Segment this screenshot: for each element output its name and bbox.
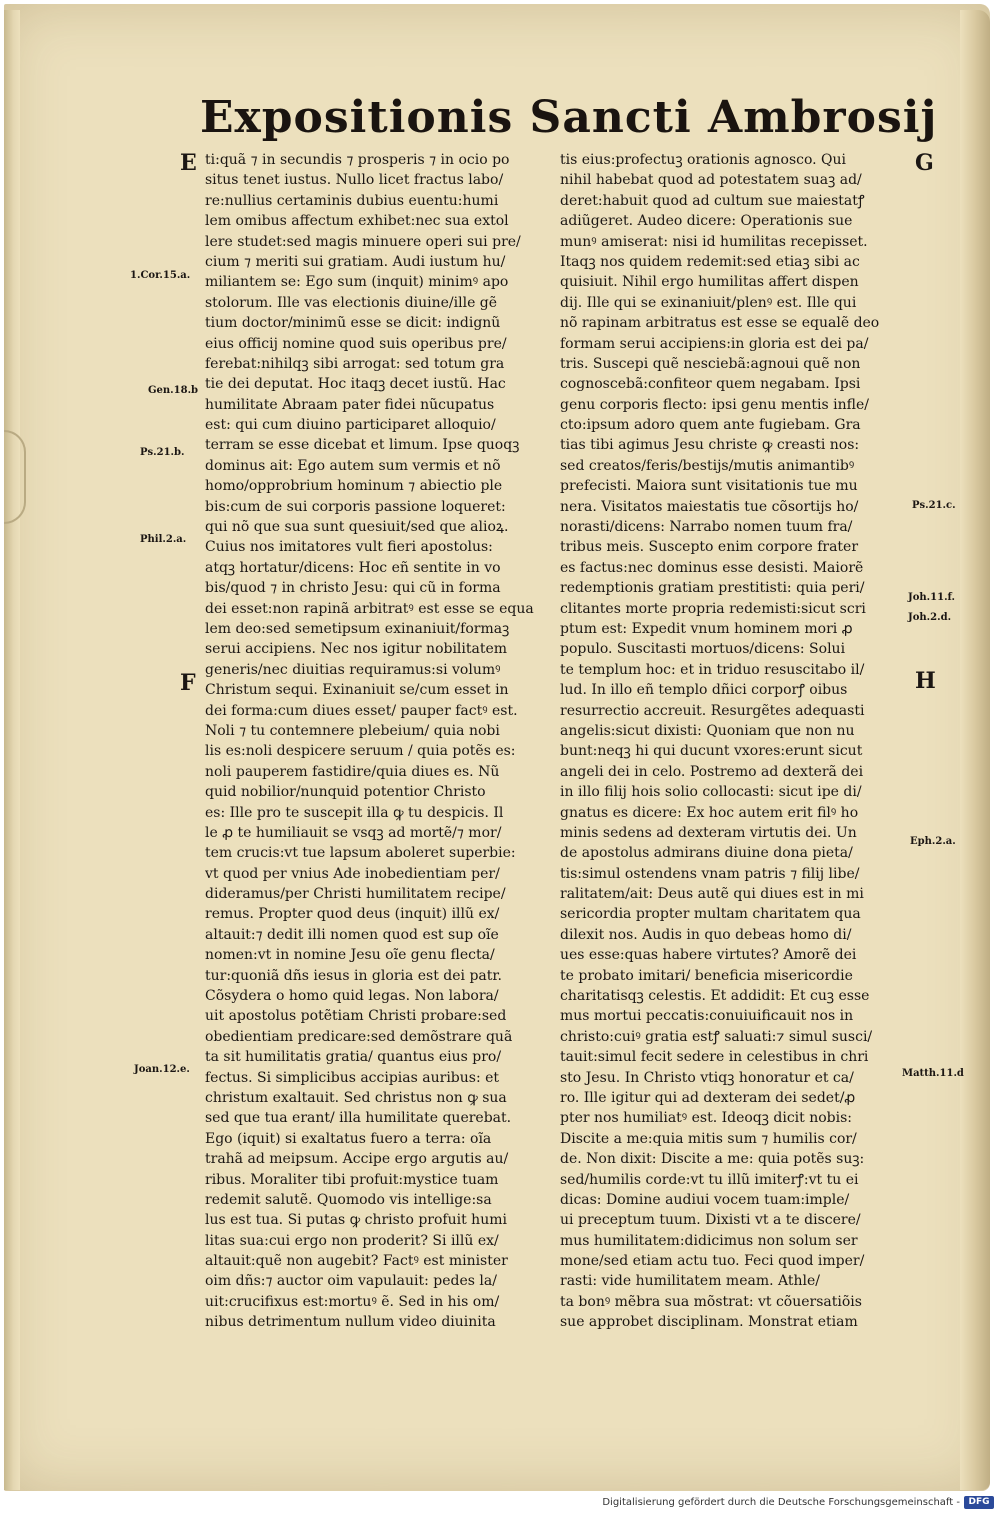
right-column-line: sed/humilis corde:vt tu illũ imiterꝭ:vt tu ei <box>560 1171 859 1188</box>
right-column-line: mus mortui peccatis:conuiuificauit nos in <box>560 1008 854 1025</box>
running-title: Expositionis Sancti Ambrosij <box>200 92 938 143</box>
left-column-line: es: Ille pro te suscepit illa ꝙ tu despicis. Il <box>205 804 504 821</box>
right-column-line: rasti: vide humilitatem meam. Athle/ <box>560 1273 820 1290</box>
left-column-line: terram se esse dicebat et limum. Ipse quoqꝫ <box>205 437 520 454</box>
left-column-line: ti:quã ⁊ in secundis ⁊ prosperis ⁊ in ocio po <box>205 152 510 168</box>
left-column-line: bis:cum de sui corporis passione loqueret: <box>205 498 506 515</box>
page-fore-edge <box>960 10 990 1490</box>
right-column-line: tribus meis. Suscepto enim corpore frater <box>560 539 859 556</box>
right-column-line: tauit:simul fecit sedere in celestibus in chri <box>560 1049 869 1066</box>
marginal-note-ps-left: Ps.21.b. <box>140 447 185 458</box>
left-column-line: dei forma:cum diues esset/ pauper factꝰ est. <box>205 702 518 719</box>
marginal-note-joh2: Joh.2.d. <box>908 612 952 623</box>
left-column-line: trahã ad meipsum. Accipe ergo argutis au/ <box>205 1151 509 1168</box>
left-column-line: lus est tua. Si putas ꝙ christo profuit humi <box>205 1212 507 1229</box>
left-column-line: atqꝫ hortatur/dicens: Hoc eñ sentite in vo <box>205 559 501 576</box>
left-column-line: lem omibus affectum exhibet:nec sua extol <box>205 213 509 230</box>
right-column-line: minis sedens ad dexteram virtutis dei. Un <box>560 824 857 841</box>
right-column-line: clitantes morte propria redemisti:sicut scri <box>560 600 866 617</box>
left-column-line: homo/opprobrium hominum ⁊ abiectio ple <box>205 478 503 495</box>
right-column-line: populo. Suscitasti mortuos/dicens: Solui <box>560 641 846 658</box>
right-column-line: angeli dei in celo. Postremo ad dexterã dei <box>560 763 864 780</box>
left-column-line: ta sit humilitatis gratia/ quantus eius pro/ <box>205 1049 502 1066</box>
right-column-line: norasti/dicens: Narrabo nomen tuum fra/ <box>560 519 853 536</box>
right-column-line: dicas: Domine audiui vocem tuam:imple/ <box>560 1191 850 1208</box>
left-column-line: christum exaltauit. Sed christus non ꝙ sua <box>205 1089 507 1106</box>
right-column-line: Itaqꝫ nos quidem redemit:sed etiaꝫ sibi ac <box>560 253 860 270</box>
left-column-line: fectus. Si simplicibus accipias auribus: et <box>205 1069 500 1086</box>
book-clasp-mark <box>4 430 26 524</box>
left-column-line: lem deo:sed semetipsum exinaniuit/formaꝫ <box>205 620 510 637</box>
right-column-line: cognoscebã:confiteor quem negabam. Ipsi <box>560 376 861 393</box>
left-column-line: dominus ait: Ego autem sum vermis et nõ <box>205 457 501 474</box>
right-column-line: ta bonꝰ mẽbra sua mõstrat: vt cõuersatiõis <box>560 1293 862 1310</box>
left-column-line: humilitate Abraam pater fidei nũcupatus <box>205 396 495 413</box>
left-column-line: re:nullius certaminis dubius euentu:humi <box>205 192 499 209</box>
left-column-line: vt quod per vnius Ade inobedientiam per/ <box>205 865 500 882</box>
page-gutter-shadow <box>4 10 20 1490</box>
left-column-line: tie dei deputat. Hoc itaqꝫ decet iustũ. Hac <box>205 376 506 393</box>
right-column-line: gnatus es dicere: Ex hoc autem erit filꝰ ho <box>560 804 859 821</box>
right-column-line: christo:cuiꝰ gratia estꝭ saluati:⁊ simul susci/ <box>560 1028 873 1045</box>
right-column-line: genu corporis flecto: ipsi genu mentis infle/ <box>560 396 870 413</box>
left-column-line: dideramus/per Christi humilitatem recipe/ <box>205 886 506 903</box>
right-column-line: redemptionis gratiam prestitisti: quia peri/ <box>560 580 865 597</box>
left-column-line: cium ⁊ meriti sui gratiam. Audi iustum hu/ <box>205 253 506 270</box>
left-column-line: ribus. Moraliter tibi profuit:mystice tuam <box>205 1171 499 1188</box>
left-column-line: sed que tua erant/ illa humilitate querebat. <box>205 1110 512 1127</box>
right-column-line: adiũgeret. Audeo dicere: Operationis sue <box>560 213 853 230</box>
left-column-line: obedientiam predicare:sed demõstrare quã <box>205 1028 513 1045</box>
left-column-line: tem crucis:vt tue lapsum aboleret superbie: <box>205 845 516 862</box>
right-column-line: in illo filij hois solio collocasti: sicut ipe di/ <box>560 784 862 801</box>
right-column-line: es factus:nec dominus esse desisti. Maiorẽ <box>560 559 864 576</box>
marginal-note-gen: Gen.18.b <box>148 385 199 396</box>
text-column-left <box>205 150 550 1333</box>
left-column-line: noli pauperem fastidire/quia diues es. Nũ <box>205 763 500 780</box>
left-column-line: situs tenet iustus. Nullo licet fractus labo/ <box>205 172 504 189</box>
left-column-line: litas sua:cui ergo non proderit? Si illũ ex/ <box>205 1232 499 1249</box>
right-column-line: charitatisqꝫ celestis. Et addidit: Et cuꝫ esse <box>560 988 870 1005</box>
right-column-line: pter nos humiliatꝰ est. Ideoqꝫ dicit nobis: <box>560 1110 852 1127</box>
marginal-note-matth: Matth.11.d <box>902 1068 964 1079</box>
right-column-line: de apostolus admirans diuine dona pieta/ <box>560 845 853 862</box>
right-column-line: te probato imitari/ beneficia misericordie <box>560 967 853 984</box>
right-column-line: munꝰ amiserat: nisi id humilitas recepisset. <box>560 233 868 250</box>
left-column-line: nibus detrimentum nullum video diuinita <box>205 1314 496 1331</box>
left-column-line: dei esset:non rapinã arbitratꝰ est esse se equa <box>205 600 534 617</box>
left-column-line: uit:crucifixus est:mortuꝰ ẽ. Sed in his om/ <box>205 1293 500 1310</box>
right-column-line: tias tibi agimus Jesu christe ꝙ creasti nos: <box>560 437 860 454</box>
left-column-line: le ꝓ te humiliauit se vsqꝫ ad mortẽ/⁊ mor/ <box>205 824 502 841</box>
right-column-line: nõ rapinam arbitratus est esse se equalẽ deo <box>560 315 880 332</box>
right-column-line: mone/sed etiam actu tuo. Feci quod imper/ <box>560 1253 865 1270</box>
right-column-line: de. Non dixit: Discite a me: quia potẽs suꝫ: <box>560 1151 865 1168</box>
marginal-note-joan12: Joan.12.e. <box>134 1064 190 1075</box>
left-column-line: lis es:noli despicere seruum / quia potẽs es: <box>205 743 516 760</box>
right-column-line: prefecisti. Maiora sunt visitationis tue mu <box>560 478 858 495</box>
right-column-line: deret:habuit quod ad cultum sue maiestatꝭ <box>560 192 865 209</box>
left-column-line: ferebat:nihilqꝫ sibi arrogat: sed totum gra <box>205 355 505 372</box>
marginal-note-eph: Eph.2.a. <box>910 836 956 847</box>
left-column-line: altauit:quẽ non augebit? Factꝰ est minister <box>205 1253 508 1270</box>
right-column-line: ues esse:quas habere virtutes? Amorẽ dei <box>560 947 857 964</box>
right-column-line: mus humilitatem:didicimus non solum ser <box>560 1232 858 1249</box>
left-column-line: bis/quod ⁊ in christo Jesu: qui cũ in forma <box>205 580 501 597</box>
section-letter-f: F <box>180 670 196 696</box>
right-column-line: formam serui accipiens:in gloria est dei pa/ <box>560 335 869 352</box>
left-column-line: serui accipiens. Nec nos igitur nobilitatem <box>205 641 508 658</box>
right-column-line: dij. Ille qui se exinaniuit/plenꝰ est. Ille qui <box>560 294 857 311</box>
text-column-right <box>560 150 905 1333</box>
left-column-line: remus. Propter quod deus (inquit) illũ ex/ <box>205 906 500 923</box>
right-column-line: te templum hoc: et in triduo resuscitabo il/ <box>560 661 865 678</box>
left-column-line: est: qui cum diuino participaret alloquio/ <box>205 417 496 434</box>
right-column-line: sto Jesu. In Christo vtiqꝫ honoratur et ca/ <box>560 1069 854 1086</box>
right-column-line: angelis:sicut dixisti: Quoniam que non nu <box>560 722 855 739</box>
left-column-line: tium doctor/minimũ esse se dicit: indignũ <box>205 315 501 332</box>
right-column-line: quisiuit. Nihil ergo humilitas affert dispen <box>560 274 859 291</box>
left-column-line: Cõsydera o homo quid legas. Non labora/ <box>205 988 499 1005</box>
left-column-line: oim dñs:⁊ auctor oim vapulauit: pedes la/ <box>205 1273 497 1290</box>
right-column-line: tis eius:profectuꝫ orationis agnosco. Qui <box>560 152 847 168</box>
marginal-note-cor: 1.Cor.15.a. <box>130 270 191 281</box>
right-column-line: nihil habebat quod ad potestatem suaꝫ ad/ <box>560 172 862 189</box>
right-column-line: tis:simul ostendens vnam patris ⁊ filij libe/ <box>560 865 860 882</box>
left-column-line: eius officij nomine quod suis operibus pre/ <box>205 335 507 352</box>
right-column-line: resurrectio accreuit. Resurgẽtes adequasti <box>560 702 865 719</box>
dfg-logo: DFG <box>964 1496 994 1509</box>
left-column-line: tur:quoniã dñs iesus in gloria est dei patr. <box>205 967 503 984</box>
right-column-line: sericordia propter multam charitatem qua <box>560 906 861 923</box>
left-column-line: redemit salutẽ. Quomodo vis intellige:sa <box>205 1191 492 1208</box>
section-letter-e: E <box>180 150 197 176</box>
left-column-line: Christum sequi. Exinaniuit se/cum esset in <box>205 682 509 699</box>
right-column-line: lud. In illo eñ templo dñici corporꝭ oibus <box>560 682 848 699</box>
left-column-line: qui nõ que sua sunt quesiuit/sed que alioꝝ. <box>205 519 509 536</box>
marginal-note-ps-right: Ps.21.c. <box>912 500 956 511</box>
right-column-line: ro. Ille igitur qui ad dexteram dei sedet/ꝓ <box>560 1089 856 1106</box>
left-column-line: nomen:vt in nomine Jesu oĩe genu flecta/ <box>205 947 495 964</box>
left-column-line: Cuius nos imitatores vult fieri apostolus: <box>205 539 493 556</box>
left-column-line: lere studet:sed magis minuere operi sui pre/ <box>205 233 521 250</box>
left-column-line: miliantem se: Ego sum (inquit) minimꝰ apo <box>205 274 509 291</box>
footer-credit: Digitalisierung gefördert durch die Deutsche Forschungsgemeinschaft - <box>602 1497 960 1508</box>
left-column-line: uit apostolus potẽtiam Christi probare:sed <box>205 1008 507 1025</box>
right-column-line: dilexit nos. Audis in quo debeas homo di/ <box>560 926 852 943</box>
right-column-line: sue approbet disciplinam. Monstrat etiam <box>560 1314 858 1331</box>
marginal-note-phil: Phil.2.a. <box>140 534 187 545</box>
right-column-line: sed creatos/feris/bestijs/mutis animantibꝰ <box>560 457 855 474</box>
section-letter-g: G <box>915 150 934 176</box>
section-letter-h: H <box>915 668 936 694</box>
right-column-line: Discite a me:quia mitis sum ⁊ humilis cor/ <box>560 1130 857 1147</box>
right-column-line: nera. Visitatos maiestatis tue cõsortijs ho/ <box>560 498 859 515</box>
left-column-line: generis/nec diuitias requiramus:si volumꝰ <box>205 661 501 678</box>
marginal-note-joh11: Joh.11.f. <box>908 592 955 603</box>
left-column-line: altauit:⁊ dedit illi nomen quod est sup oĩe <box>205 926 499 943</box>
left-column-line: quid nobilior/nunquid potentior Christo <box>205 784 486 801</box>
right-column-line: bunt:neqꝫ hi qui ducunt vxores:erunt sicut <box>560 743 863 760</box>
left-column-line: stolorum. Ille vas electionis diuine/ille gẽ <box>205 294 498 311</box>
left-column-line: Noli ⁊ tu contemnere plebeium/ quia nobi <box>205 722 500 739</box>
right-column-line: ralitatem/ait: Deus autẽ qui diues est in mi <box>560 886 864 903</box>
left-column-line: Ego (iquit) si exaltatus fuero a terra: oĩa <box>205 1130 492 1147</box>
right-column-line: ui preceptum tuum. Dixisti vt a te discere/ <box>560 1212 861 1229</box>
right-column-line: cto:ipsum adoro quem ante fugiebam. Gra <box>560 417 861 434</box>
right-column-line: tris. Suscepi quẽ nesciebã:agnoui quẽ non <box>560 355 861 372</box>
right-column-line: ptum est: Expedit vnum hominem mori ꝓ <box>560 620 853 637</box>
